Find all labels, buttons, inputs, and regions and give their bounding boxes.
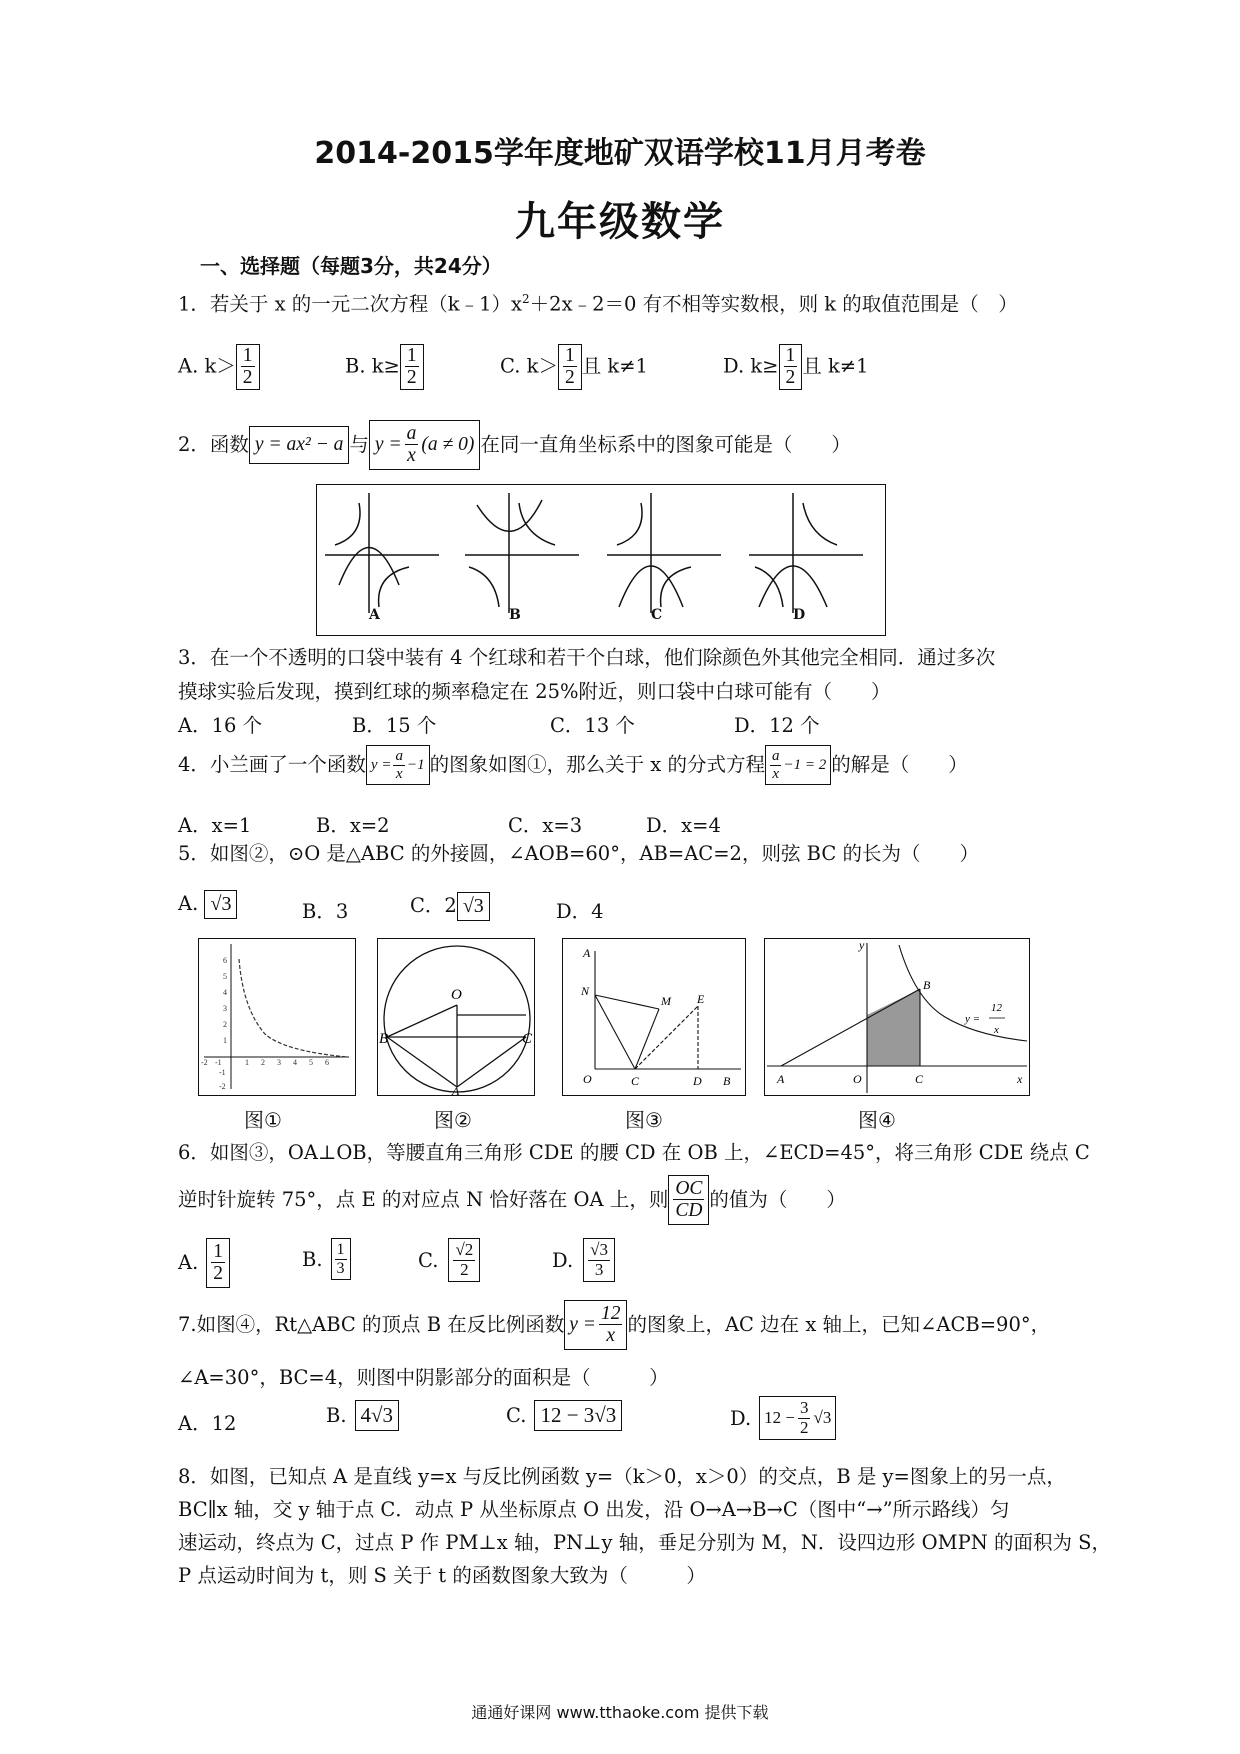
frac-denominator: 3 — [336, 1259, 345, 1277]
q7-option-b-value: 4√3 — [355, 1400, 400, 1431]
q6-option-d-label: D. — [552, 1248, 574, 1272]
fig1-tick-x: -1 — [215, 1058, 222, 1067]
question-6-text-b: 的值为（ ） — [709, 1187, 846, 1211]
frac-numerator: 12 — [600, 1303, 621, 1324]
question-1-text-a: 1．若关于 x 的一元二次方程（k﹣1）x — [178, 292, 523, 316]
figure-1 — [198, 938, 356, 1096]
q2-label-b[interactable]: B — [509, 607, 521, 623]
q6-option-b-value — [331, 1238, 351, 1280]
fig1-tick-x: 3 — [277, 1058, 281, 1067]
fig4-func-prefix: y = — [965, 1013, 981, 1025]
q4-option-b[interactable]: B．x=2 — [316, 814, 390, 837]
question-1-sup: 2 — [522, 292, 530, 306]
question-7-line-2: ∠A=30°，BC=4，则图中阴影部分的面积是（ ） — [178, 1366, 669, 1389]
question-8-line-3: 速运动，终点为 C，过点 P 作 PM⊥x 轴，PN⊥y 轴，垂足分别为 M，N．设四边形 OMPN 的面积为 S， — [178, 1531, 1112, 1554]
q7-option-b-label: B. — [326, 1404, 347, 1427]
fig4-label: C — [915, 1072, 924, 1086]
q3-option-a[interactable]: A．16 个 — [178, 714, 263, 737]
fig1-tick-y: -2 — [219, 1082, 226, 1091]
fig1-tick-x: 5 — [309, 1058, 313, 1067]
fig3-label: E — [697, 992, 705, 1006]
fig2-label-c: C — [522, 1031, 533, 1047]
q7-option-c-value: 12 − 3√3 — [534, 1400, 622, 1431]
frac-denominator: x — [606, 1325, 616, 1347]
figure-3 — [562, 938, 746, 1096]
fig3-label: C — [631, 1074, 640, 1088]
q3-option-b[interactable]: B．15 个 — [352, 714, 437, 737]
frac-numerator: a — [771, 748, 780, 764]
question-6-text-a: 逆时针旋转 75°，点 E 的对应点 N 恰好落在 OA 上，则 — [178, 1187, 669, 1211]
fig1-tick-x: 6 — [325, 1058, 329, 1067]
fig1-tick-x: 1 — [245, 1058, 249, 1067]
fig4-func-numerator: 12 — [991, 1002, 1002, 1014]
q5-option-b[interactable]: B．3 — [302, 900, 349, 923]
question-7-function — [564, 1300, 627, 1350]
frac-numerator: OC — [675, 1178, 703, 1199]
frac-denominator: 2 — [460, 1259, 469, 1279]
q4-option-c[interactable]: C．x=3 — [508, 814, 583, 837]
frac-numerator: 1 — [564, 345, 575, 366]
frac-denominator: x — [395, 765, 403, 782]
figure-4 — [764, 938, 1030, 1096]
figure-2-caption: 图② — [434, 1108, 472, 1132]
frac-numerator: √3 — [590, 1240, 608, 1259]
question-4-text-a: 4．小兰画了一个函数 — [178, 753, 366, 776]
question-1-text-b: ＋2x﹣2＝0 有不相等实数根，则 k 的取值范围是（ ） — [529, 292, 1018, 316]
q5-option-a-value: √3 — [204, 890, 237, 919]
q5-option-a[interactable] — [178, 890, 237, 919]
fn-prefix: y = — [370, 757, 392, 773]
frac-denominator: 2 — [799, 1417, 809, 1437]
q6-option-a-label: A. — [178, 1251, 199, 1275]
question-3-line-1: 3．在一个不透明的口袋中装有 4 个红球和若干个白球，他们除颜色外其他完全相同．通过多次 — [178, 646, 996, 669]
q2-graph-options — [316, 484, 886, 636]
fig1-tick-y: -1 — [219, 1068, 226, 1077]
fig1-tick-y: 3 — [223, 1004, 227, 1013]
frac-denominator: 2 — [785, 367, 796, 389]
question-3-line-2: 摸球实验后发现，摸到红球的频率稳定在 25%附近，则口袋中白球可能有（ ） — [178, 680, 891, 703]
fig1-tick-y: 5 — [223, 972, 227, 981]
fig4-label: B — [923, 978, 931, 992]
q1-option-c[interactable] — [500, 344, 648, 390]
fig3-label: M — [661, 994, 671, 1008]
frac-numerator: 1 — [213, 1241, 224, 1262]
frac-numerator: 1 — [242, 345, 253, 366]
q7-option-d[interactable] — [730, 1396, 836, 1440]
figure-1-svg — [199, 939, 355, 1095]
q2-label-d[interactable]: D — [793, 607, 806, 623]
question-7-text-b: 的图象上，AC 边在 x 轴上，已知∠ACB=90°， — [627, 1312, 1051, 1336]
fig2-label-a: A — [452, 1084, 460, 1095]
question-8-line-1: 8．如图，已知点 A 是直线 y=x 与反比例函数 y=（k＞0，x＞0）的交点，B 是 y=图象上的另一点， — [178, 1465, 1066, 1488]
fig2-label-o: O — [451, 987, 462, 1003]
q5-option-c-value: √3 — [457, 892, 490, 921]
q1-option-a[interactable] — [178, 344, 260, 390]
value-prefix: 12 − — [764, 1408, 795, 1428]
exam-title: 2014-2015学年度地矿双语学校11月月考卷 — [314, 136, 926, 171]
q6-option-c[interactable] — [418, 1238, 480, 1282]
q7-option-a[interactable]: A．12 — [178, 1412, 237, 1435]
figure-1-caption: 图① — [244, 1108, 282, 1132]
q6-option-a[interactable] — [178, 1238, 230, 1288]
fig3-label: B — [723, 1074, 731, 1088]
section-heading: 一、选择题（每题3分，共24分） — [200, 254, 502, 278]
question-4-function — [366, 745, 430, 785]
question-8-line-4: P 点运动时间为 t，则 S 关于 t 的函数图象大致为（ ） — [178, 1564, 706, 1587]
frac-numerator: √2 — [455, 1240, 474, 1259]
frac-numerator: 1 — [336, 1241, 345, 1258]
question-6-ratio — [668, 1175, 709, 1225]
frac-numerator: 1 — [785, 345, 796, 366]
figure-2 — [377, 938, 535, 1096]
q4-option-a[interactable]: A．x=1 — [178, 814, 252, 837]
question-2 — [178, 420, 851, 470]
fig1-tick-x: -2 — [201, 1058, 208, 1067]
q3-option-d[interactable]: D．12 个 — [734, 714, 820, 737]
q2-label-c[interactable]: C — [651, 607, 663, 623]
frac-denominator: x — [772, 765, 780, 782]
question-2-text-a: 2．函数 — [178, 432, 249, 456]
q1-option-a-label: A. k＞ — [178, 354, 236, 378]
fig3-label: A — [583, 946, 591, 960]
question-6-line-2 — [178, 1175, 846, 1225]
question-1 — [178, 283, 1018, 321]
q1-option-a-frac — [236, 344, 260, 390]
question-7-line-1 — [178, 1300, 1050, 1350]
q5-option-c[interactable] — [410, 890, 490, 921]
q6-option-c-label: C. — [418, 1248, 439, 1272]
fig1-tick-x: 2 — [261, 1058, 265, 1067]
exam-subject: 九年级数学 — [515, 199, 725, 245]
eq-suffix: −1 = 2 — [783, 757, 827, 773]
question-8-line-2: BC∥x 轴，交 y 轴于点 C．动点 P 从坐标原点 O 出发，沿 O→A→B→C（图中“→”所示路线）匀 — [178, 1498, 1010, 1521]
frac-denominator: 2 — [213, 1263, 224, 1285]
question-4-equation — [765, 745, 831, 785]
q1-option-b-frac — [400, 344, 424, 390]
frac-denominator: CD — [675, 1200, 703, 1222]
frac-denominator: x — [407, 445, 416, 467]
q1-option-d-frac — [779, 344, 803, 390]
q7-option-c[interactable] — [506, 1400, 622, 1431]
q1-option-b-label: B. k≥ — [345, 354, 400, 378]
question-2-text-b: 与 — [349, 432, 369, 456]
fig3-label: N — [581, 984, 590, 998]
q6-option-d-value — [583, 1238, 615, 1282]
fn-suffix: (a ≠ 0) — [421, 433, 475, 455]
value-suffix: √3 — [813, 1408, 832, 1428]
q1-option-c-frac — [558, 344, 582, 390]
fig2-label-b: B — [379, 1031, 389, 1047]
frac-denominator: 3 — [594, 1259, 604, 1279]
figure-3-caption: 图③ — [625, 1108, 663, 1132]
frac-numerator: 3 — [799, 1398, 809, 1417]
question-6-line-1: 6．如图③，OA⊥OB，等腰直角三角形 CDE 的腰 CD 在 OB 上，∠ECD=45°，将三角形 CDE 绕点 C — [178, 1141, 1090, 1164]
fig4-label: A — [777, 1072, 785, 1086]
figure-2-svg — [378, 939, 534, 1095]
q4-option-d[interactable]: D．x=4 — [646, 814, 721, 837]
q7-option-b[interactable] — [326, 1400, 399, 1431]
question-2-function-1: y = ax² − a — [249, 426, 349, 464]
frac-numerator: 1 — [406, 345, 417, 366]
q7-option-d-label: D. — [730, 1406, 752, 1430]
fn-suffix: −1 — [406, 757, 425, 773]
fig4-label: O — [853, 1072, 862, 1086]
q1-option-b[interactable] — [345, 344, 424, 390]
q5-option-a-label: A. — [178, 892, 199, 915]
q2-label-a[interactable]: A — [369, 607, 380, 623]
q5-option-c-label: C．2 — [410, 894, 457, 917]
fn-prefix: y = — [569, 1313, 596, 1335]
figure-3-svg — [563, 939, 745, 1095]
question-7-text-a: 7.如图④，Rt△ABC 的顶点 B 在反比例函数 — [178, 1312, 565, 1336]
question-4-text-c: 的解是（ ） — [831, 753, 968, 776]
fig1-tick-y: 1 — [223, 1036, 227, 1045]
fig4-label: y — [859, 939, 865, 952]
q6-option-b-label: B. — [302, 1247, 323, 1271]
fig1-tick-y: 6 — [223, 956, 227, 965]
frac-denominator: 2 — [564, 367, 575, 389]
q1-option-c-label: C. k＞ — [500, 354, 558, 378]
fig3-label: O — [583, 1072, 592, 1086]
question-5: 5．如图②，⊙O 是△ABC 的外接圆，∠AOB=60°，AB=AC=2，则弦 BC 的长为（ ） — [178, 842, 979, 865]
q1-option-d[interactable] — [723, 344, 869, 390]
question-2-function-2 — [369, 420, 480, 470]
figure-4-caption: 图④ — [858, 1108, 896, 1132]
q1-option-d-label: D. k≥ — [723, 354, 779, 378]
q3-option-c[interactable]: C．13 个 — [550, 714, 635, 737]
q6-option-c-value — [448, 1238, 480, 1282]
q7-option-c-label: C. — [506, 1404, 527, 1427]
frac-numerator: a — [406, 423, 417, 444]
fn-prefix: y = — [374, 433, 402, 455]
frac-numerator: a — [395, 748, 403, 764]
q1-option-d-tail: 且 k≠1 — [802, 354, 869, 378]
q6-option-d[interactable] — [552, 1238, 615, 1282]
fig3-label: D — [693, 1074, 702, 1088]
fig4-label: x — [1017, 1072, 1023, 1086]
figure-4-svg — [765, 939, 1029, 1095]
question-4 — [178, 745, 968, 785]
q6-option-b[interactable] — [302, 1238, 351, 1280]
fig1-tick-y: 4 — [223, 988, 227, 997]
page-footer: 通通好课网 www.tthaoke.com 提供下载 — [471, 1703, 769, 1722]
q5-option-d[interactable]: D．4 — [556, 900, 604, 923]
fig1-tick-x: 4 — [293, 1058, 297, 1067]
question-2-text-c: 在同一直角坐标系中的图象可能是（ ） — [480, 432, 851, 456]
fig1-tick-y: 2 — [223, 1020, 227, 1029]
q7-option-d-value — [759, 1396, 836, 1440]
frac-denominator: 2 — [242, 367, 253, 389]
frac-denominator: 2 — [406, 367, 417, 389]
q6-option-a-value — [206, 1238, 230, 1288]
fig4-func-denominator: x — [994, 1024, 999, 1036]
question-4-text-b: 的图象如图①，那么关于 x 的分式方程 — [429, 753, 765, 776]
q1-option-c-tail: 且 k≠1 — [581, 354, 648, 378]
